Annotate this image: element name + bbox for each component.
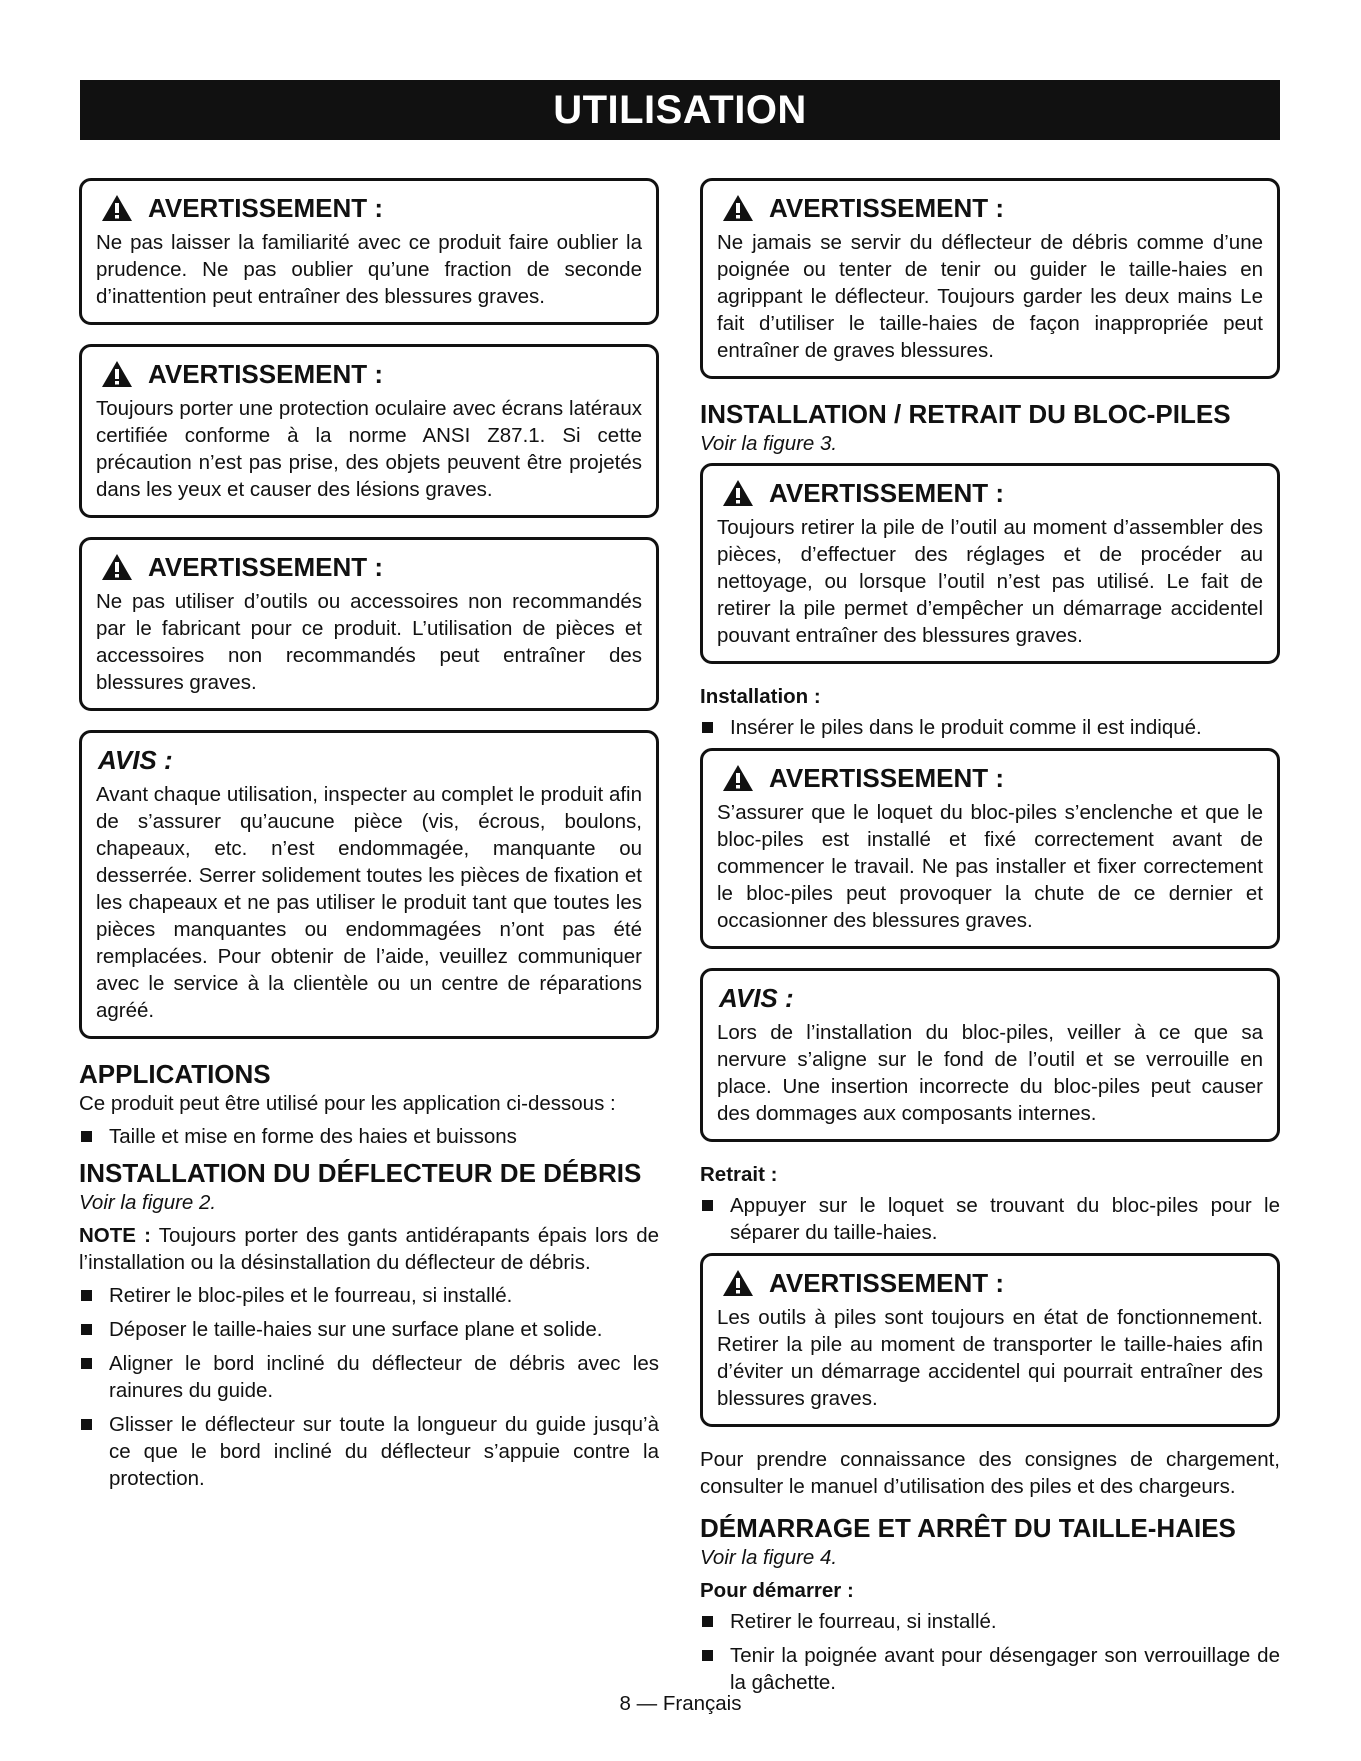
- start-steps: [700, 1608, 1280, 1696]
- start-label: Pour démarrer :: [700, 1579, 854, 1602]
- bullet-square-icon: [702, 1616, 713, 1627]
- list-item: Retirer le fourreau, si installé.: [700, 1608, 1280, 1635]
- notice-title: AVIS :: [719, 983, 794, 1013]
- list-item: Déposer le taille-haies sur une surface plane et solide.: [79, 1316, 659, 1343]
- figure-reference: Voir la figure 2.: [79, 1191, 217, 1214]
- warning-title: AVERTISSEMENT :: [769, 478, 1004, 508]
- applications-heading: APPLICATIONS: [79, 1059, 271, 1089]
- warning-title: AVERTISSEMENT :: [148, 359, 383, 389]
- bullet-square-icon: [702, 1650, 713, 1661]
- notice-box: [700, 968, 1280, 1142]
- page-title: UTILISATION: [553, 88, 807, 132]
- warning-box: [700, 1253, 1280, 1427]
- list-item: Tenir la poignée avant pour désengager son verrouillage de la gâchette.: [700, 1642, 1280, 1696]
- battery-heading: INSTALLATION / RETRAIT DU BLOC-PILES: [700, 399, 1231, 429]
- bullet-square-icon: [81, 1324, 92, 1335]
- removal-steps: [700, 1192, 1280, 1246]
- notice-text: Avant chaque utilisation, inspecter au complet le produit afin de s’assurer qu’aucune pièce (vis, écrous, boulons, chapeaux, etc. n’est endommagée, manquante ou desserrée. Serrer solidement toutes les pièces de fixation et les chapeaux et ne pas utiliser le produit tant que toutes les pièces manquantes ou endommagées n’ont pas été remplacées. Pour obtenir de l’aide, veuillez communiquer avec le service à la clientèle ou un centre de réparations agréé.: [96, 783, 642, 1022]
- bullet-square-icon: [702, 722, 713, 733]
- deflector-heading: INSTALLATION DU DÉFLECTEUR DE DÉBRIS: [79, 1158, 642, 1188]
- warning-box: [79, 537, 659, 711]
- removal-label: Retrait :: [700, 1163, 778, 1186]
- warning-title: AVERTISSEMENT :: [769, 763, 1004, 793]
- warning-triangle-icon: [721, 1268, 755, 1298]
- note-label: NOTE :: [79, 1224, 151, 1247]
- warning-text: Ne pas utiliser d’outils ou accessoires non recommandés par le fabricant pour ce produit. L’utilisation de pièces et accessoires non recommandés peut entraîner des blessures graves.: [96, 590, 642, 694]
- warning-box: [79, 178, 659, 325]
- warning-box: [700, 748, 1280, 949]
- warning-box: [79, 344, 659, 518]
- page-footer: [0, 1692, 1361, 1716]
- charging-note: Pour prendre connaissance des consignes de chargement, consulter le manuel d’utilisation des piles et des chargeurs.: [700, 1448, 1280, 1498]
- bullet-square-icon: [702, 1200, 713, 1211]
- page-header: [80, 80, 1280, 140]
- warning-text: Ne pas laisser la familiarité avec ce produit faire oublier la prudence. Ne pas oublier qu’une fraction de seconde d’inattention peut entraîner des blessures graves.: [96, 231, 642, 308]
- right-column: [700, 178, 1280, 1703]
- bullet-square-icon: [81, 1131, 92, 1142]
- warning-title: AVERTISSEMENT :: [148, 552, 383, 582]
- warning-triangle-icon: [100, 193, 134, 223]
- note-text: Toujours porter des gants antidérapants épais lors de l’installation ou la désinstallation du déflecteur de débris.: [79, 1224, 659, 1274]
- applications-list: [79, 1123, 659, 1150]
- bullet-square-icon: [81, 1419, 92, 1430]
- notice-title: AVIS :: [98, 745, 173, 775]
- notice-box: [79, 730, 659, 1039]
- warning-triangle-icon: [100, 552, 134, 582]
- page-number: 8 — Français: [619, 1692, 742, 1715]
- warning-title: AVERTISSEMENT :: [769, 193, 1004, 223]
- left-column: [79, 178, 659, 1499]
- list-item: Retirer le bloc-piles et le fourreau, si installé.: [79, 1282, 659, 1309]
- notice-text: Lors de l’installation du bloc-piles, veiller à ce que sa nervure s’aligne sur le fond de l’outil et se verrouille en place. Une insertion incorrecte du bloc-piles peut causer des dommages aux composants internes.: [717, 1021, 1263, 1125]
- warning-triangle-icon: [721, 193, 755, 223]
- warning-triangle-icon: [721, 763, 755, 793]
- figure-reference: Voir la figure 3.: [700, 432, 838, 455]
- list-item: Aligner le bord incliné du déflecteur de débris avec les rainures du guide.: [79, 1350, 659, 1404]
- figure-reference: Voir la figure 4.: [700, 1546, 838, 1569]
- installation-label: Installation :: [700, 685, 821, 708]
- bullet-square-icon: [81, 1290, 92, 1301]
- warning-text: Ne jamais se servir du déflecteur de débris comme d’une poignée ou tenter de tenir ou guider le taille-haies en agrippant le déflecteur. Toujours garder les deux mains Le fait d’utiliser le taille-haies de façon inappropriée peut entraîner de graves blessures.: [717, 231, 1263, 362]
- deflector-steps: [79, 1282, 659, 1492]
- list-item: Glisser le déflecteur sur toute la longueur du guide jusqu’à ce que le bord incliné du déflecteur s’appuie contre la protection.: [79, 1411, 659, 1492]
- warning-triangle-icon: [100, 359, 134, 389]
- warning-text: Les outils à piles sont toujours en état de fonctionnement. Retirer la pile au moment de transporter le taille-haies afin d’éviter un démarrage accidentel qui pourrait entraîner des blessures graves.: [717, 1306, 1263, 1410]
- warning-triangle-icon: [721, 478, 755, 508]
- warning-text: S’assurer que le loquet du bloc-piles s’enclenche et que le bloc-piles est installé et fixé correctement avant de commencer le travail. Ne pas installer et fixer correctement le bloc-piles peut provoquer la chute de ce dernier et occasionner des blessures graves.: [717, 801, 1263, 932]
- list-item: Taille et mise en forme des haies et buissons: [79, 1123, 659, 1150]
- warning-box: [700, 178, 1280, 379]
- deflector-note: [79, 1222, 659, 1276]
- warning-title: AVERTISSEMENT :: [769, 1268, 1004, 1298]
- warning-box: [700, 463, 1280, 664]
- start-stop-heading: DÉMARRAGE ET ARRÊT DU TAILLE-HAIES: [700, 1513, 1236, 1543]
- applications-intro: Ce produit peut être utilisé pour les application ci-dessous :: [79, 1092, 616, 1115]
- list-item: Insérer le piles dans le produit comme il est indiqué.: [700, 714, 1280, 741]
- warning-text: Toujours retirer la pile de l’outil au moment d’assembler des pièces, d’effectuer des réglages et de procéder au nettoyage, ou lorsque l’outil n’est pas utilisé. Le fait de retirer la pile permet d’empêcher un démarrage accidentel pouvant entraîner des blessures graves.: [717, 516, 1263, 647]
- installation-steps: [700, 714, 1280, 741]
- list-item: Appuyer sur le loquet se trouvant du bloc-piles pour le séparer du taille-haies.: [700, 1192, 1280, 1246]
- bullet-square-icon: [81, 1358, 92, 1369]
- warning-title: AVERTISSEMENT :: [148, 193, 383, 223]
- warning-text: Toujours porter une protection oculaire avec écrans latéraux certifiée conforme à la norme ANSI Z87.1. Si cette précaution n’est pas prise, des objets peuvent être projetés dans les yeux et causer des lésions graves.: [96, 397, 642, 501]
